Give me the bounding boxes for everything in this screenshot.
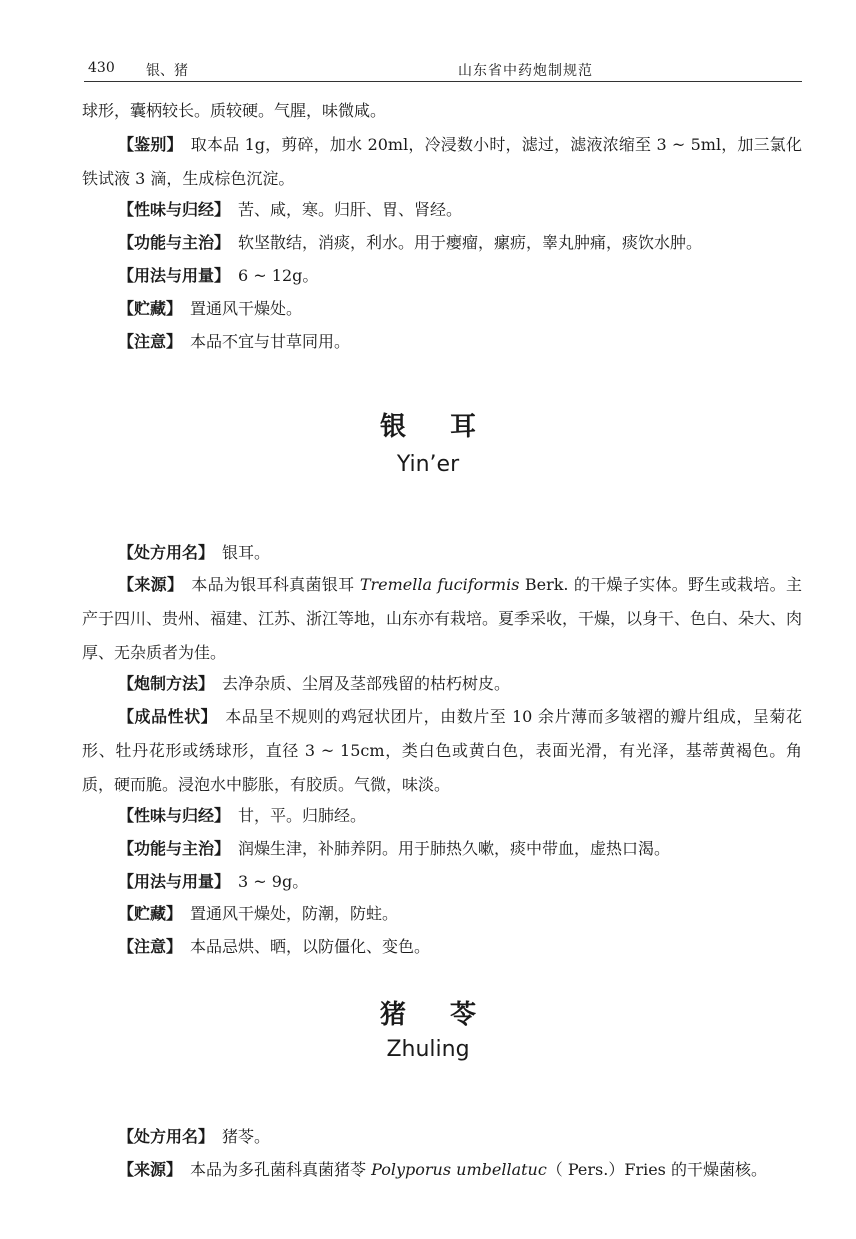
term-label: 【成品性状】: [118, 707, 218, 726]
term-label: 【炮制方法】: [118, 674, 215, 693]
term-label: 【贮藏】: [118, 904, 183, 923]
yiner-function: [82, 832, 802, 866]
prev-caution: [82, 325, 802, 359]
yiner-source: [82, 568, 802, 670]
prev-storage: [82, 292, 802, 326]
term-text: 本品不宜与甘草同用。: [190, 332, 351, 351]
term-text: 本品为银耳科真菌银耳: [191, 575, 360, 594]
term-text: Berk. 的干燥子实体。野生或栽培。主产于四川、贵州、福建、江苏、浙江等地，山东亦有栽培。夏季采收，干燥，以身干、色白、朵大、肉厚、无杂质者为佳。: [82, 575, 803, 662]
term-label: 【来源】: [118, 1160, 183, 1179]
term-label: 【注意】: [118, 937, 183, 956]
section-label: 银、猪: [146, 63, 188, 79]
term-text: 甘，平。归肺经。: [238, 806, 367, 825]
term-label: 【用法与用量】: [118, 872, 231, 891]
term-label: 【贮藏】: [118, 299, 183, 318]
prev-dosage: [82, 259, 802, 293]
book-title: 山东省中药炮制规范: [458, 63, 593, 79]
latin-name: Tremella fuciformis: [359, 575, 520, 594]
term-label: 【性味与归经】: [118, 806, 231, 825]
term-label: 【性味与归经】: [118, 200, 231, 219]
yiner-dosage: [82, 865, 802, 899]
latin-name: Polyporus umbellatuc: [371, 1160, 547, 1179]
term-text: 3 ~ 9g。: [238, 872, 309, 891]
term-text: 润燥生津，补肺养阴。用于肺热久嗽，痰中带血，虚热口渴。: [238, 839, 671, 858]
prev-nature: [82, 193, 802, 227]
yiner-processing: [82, 667, 802, 701]
term-text: 取本品 1g，剪碎，加水 20ml，冷浸数小时，滤过，滤液浓缩至 3 ~ 5ml，加三氯化铁试液 3 滴，生成棕色沉淀。: [82, 135, 802, 188]
yiner-caution: [82, 930, 802, 964]
term-label: 【处方用名】: [118, 543, 215, 562]
term-text: 去净杂质、尘屑及茎部残留的枯朽树皮。: [222, 674, 511, 693]
term-label: 【处方用名】: [118, 1127, 215, 1146]
continuation-text: 球形，囊柄较长。质较硬。气腥，味微咸。: [82, 101, 387, 120]
term-label: 【用法与用量】: [118, 266, 231, 285]
entry-title-zhuling: 猪苓: [379, 1000, 520, 1030]
header-rule: [84, 81, 802, 82]
term-label: 【注意】: [118, 332, 183, 351]
prev-function: [82, 226, 802, 260]
zhuling-rx-name: [82, 1120, 802, 1154]
entry-pinyin-zhuling: Zhuling: [386, 1037, 470, 1062]
term-text: 本品为多孔菌科真菌猪苓: [190, 1160, 372, 1179]
prev-continuation: [82, 94, 802, 128]
page-number: 430: [88, 60, 115, 76]
term-label: 【功能与主治】: [118, 839, 231, 858]
term-text: 置通风干燥处。: [190, 299, 303, 318]
term-label: 【功能与主治】: [118, 233, 231, 252]
term-text: （ Pers.）Fries 的干燥菌核。: [546, 1160, 767, 1179]
term-text: 苦、咸，寒。归肝、胃、肾经。: [238, 200, 463, 219]
term-label: 【来源】: [118, 575, 184, 594]
term-text: 猪苓。: [222, 1127, 271, 1146]
yiner-characters: [82, 700, 802, 802]
term-text: 6 ~ 12g。: [238, 266, 319, 285]
yiner-rx-name: [82, 536, 802, 570]
entry-title-yiner: 银耳: [379, 412, 520, 442]
page-header: [88, 58, 800, 82]
term-text: 本品呈不规则的鸡冠状团片，由数片至 10 余片薄而多皱褶的瓣片组成，呈菊花形、牡丹花形或绣球形，直径 3 ~ 15cm，类白色或黄白色，表面光滑，有光泽，基蒂黄褐色。角质，硬而脆。浸泡水中膨胀，有胶质。气微，味淡。: [82, 707, 802, 794]
term-label: 【鉴别】: [118, 135, 183, 154]
yiner-nature: [82, 799, 802, 833]
zhuling-source: [82, 1153, 802, 1187]
term-text: 银耳。: [222, 543, 271, 562]
term-text: 置通风干燥处，防潮，防蛀。: [190, 904, 399, 923]
prev-identification: [82, 128, 802, 196]
yiner-storage: [82, 897, 802, 931]
entry-pinyin-yiner: Yin’er: [396, 452, 460, 477]
term-text: 软坚散结，消痰，利水。用于瘿瘤，瘰疬，睾丸肿痛，痰饮水肿。: [238, 233, 703, 252]
term-text: 本品忌烘、晒，以防僵化、变色。: [190, 937, 431, 956]
